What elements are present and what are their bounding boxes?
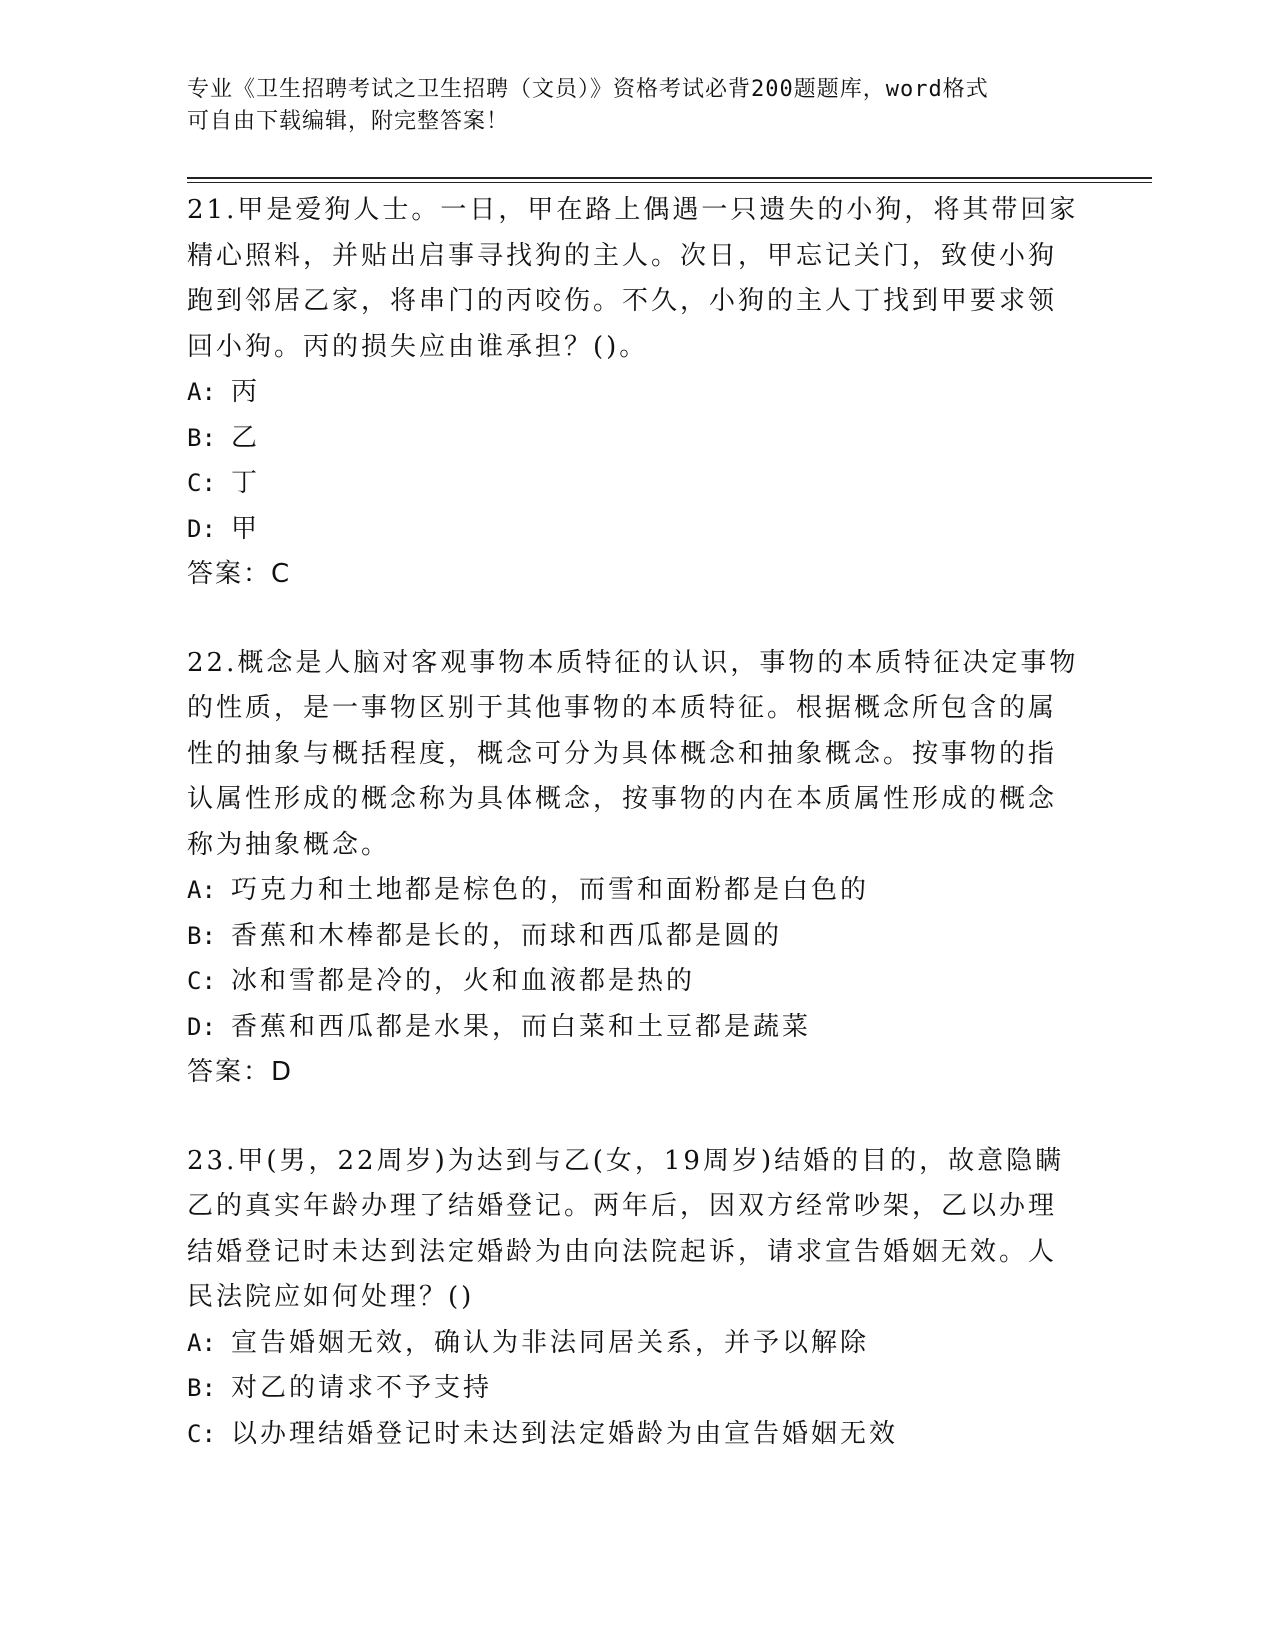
- stem-line: 结婚登记时未达到法定婚龄为由向法院起诉，请求宣告婚姻无效。人: [187, 1236, 1058, 1267]
- option-d: [187, 507, 1107, 553]
- option-b: [187, 416, 1107, 462]
- option-letter: D:: [187, 514, 216, 543]
- option-a: [187, 1321, 1107, 1367]
- stem-line: 乙的真实年龄办理了结婚登记。两年后，因双方经常吵架，乙以办理: [187, 1191, 1058, 1221]
- question-spacer: [187, 598, 1107, 641]
- option-text: 以办理结婚登记时未达到法定婚龄为由宣告婚姻无效: [231, 1418, 899, 1449]
- option-letter: B:: [187, 423, 216, 452]
- option-letter: C:: [187, 469, 216, 497]
- answer-line: 答案：D: [187, 1057, 294, 1087]
- option-letter: A:: [187, 1328, 216, 1357]
- option-letter: B:: [187, 1374, 216, 1402]
- option-d: [187, 1005, 1107, 1051]
- stem-line: 23.甲(男，22周岁)为达到与乙(女，19周岁)结婚的目的，故意隐瞒: [187, 1145, 1065, 1176]
- option-text: 甲: [231, 513, 261, 544]
- option-c: [187, 461, 1107, 507]
- question-stem: [187, 641, 1107, 869]
- stem-line: 的性质，是一事物区别于其他事物的本质特征。根据概念所包含的属: [187, 693, 1058, 723]
- answer-line: 答案：C: [187, 559, 292, 589]
- option-letter: D:: [187, 1012, 216, 1041]
- document-header: [187, 74, 1087, 138]
- option-text: 对乙的请求不予支持: [231, 1373, 493, 1403]
- question-stem: [187, 188, 1107, 370]
- option-c: [187, 1412, 1107, 1458]
- header-divider-thick: [187, 177, 1152, 179]
- option-letter: A:: [187, 876, 216, 904]
- header-title-line-1: 专业《卫生招聘考试之卫生招聘（文员）》资格考试必背200题题库，word格式: [187, 77, 989, 102]
- question-spacer: [187, 1096, 1107, 1139]
- option-text: 丙: [231, 377, 261, 407]
- option-text: 宣告婚姻无效，确认为非法同居关系，并予以解除: [231, 1327, 870, 1358]
- question-stem: [187, 1139, 1107, 1321]
- question-21: [187, 188, 1107, 598]
- option-letter: A:: [187, 378, 216, 406]
- option-letter: B:: [187, 921, 216, 950]
- question-23: [187, 1139, 1107, 1458]
- option-b: [187, 1366, 1107, 1412]
- stem-line: 认属性形成的概念称为具体概念，按事物的内在本质属性形成的概念: [187, 784, 1058, 814]
- stem-line: 跑到邻居乙家，将串门的丙咬伤。不久，小狗的主人丁找到甲要求领: [187, 286, 1058, 316]
- option-letter: C:: [187, 967, 216, 995]
- option-text: 巧克力和土地都是棕色的，而雪和面粉都是白色的: [231, 875, 870, 905]
- option-c: [187, 959, 1107, 1005]
- option-text: 乙: [231, 422, 261, 453]
- stem-line: 22.概念是人脑对客观事物本质特征的认识，事物的本质特征决定事物: [187, 647, 1079, 678]
- option-text: 冰和雪都是冷的，火和血液都是热的: [231, 966, 696, 996]
- header-divider-thin: [187, 182, 1152, 183]
- option-a: [187, 868, 1107, 914]
- option-text: 丁: [231, 468, 261, 498]
- header-title-line-2: 可自由下载编辑，附完整答案！: [187, 109, 510, 134]
- stem-line: 回小狗。丙的损失应由谁承担？()。: [187, 331, 649, 362]
- stem-line: 民法院应如何处理？(): [187, 1282, 475, 1312]
- question-list: [187, 188, 1107, 1457]
- option-text: 香蕉和木棒都是长的，而球和西瓜都是圆的: [231, 920, 783, 951]
- stem-line: 称为抽象概念。: [187, 829, 391, 860]
- option-b: [187, 914, 1107, 960]
- stem-line: 精心照料，并贴出启事寻找狗的主人。次日，甲忘记关门，致使小狗: [187, 240, 1058, 271]
- option-a: [187, 370, 1107, 416]
- question-22: [187, 641, 1107, 1096]
- option-letter: C:: [187, 1419, 216, 1448]
- option-text: 香蕉和西瓜都是水果，而白菜和土豆都是蔬菜: [231, 1011, 812, 1042]
- stem-line: 性的抽象与概括程度，概念可分为具体概念和抽象概念。按事物的指: [187, 738, 1058, 769]
- stem-line: 21.甲是爱狗人士。一日，甲在路上偶遇一只遗失的小狗，将其带回家: [187, 195, 1079, 225]
